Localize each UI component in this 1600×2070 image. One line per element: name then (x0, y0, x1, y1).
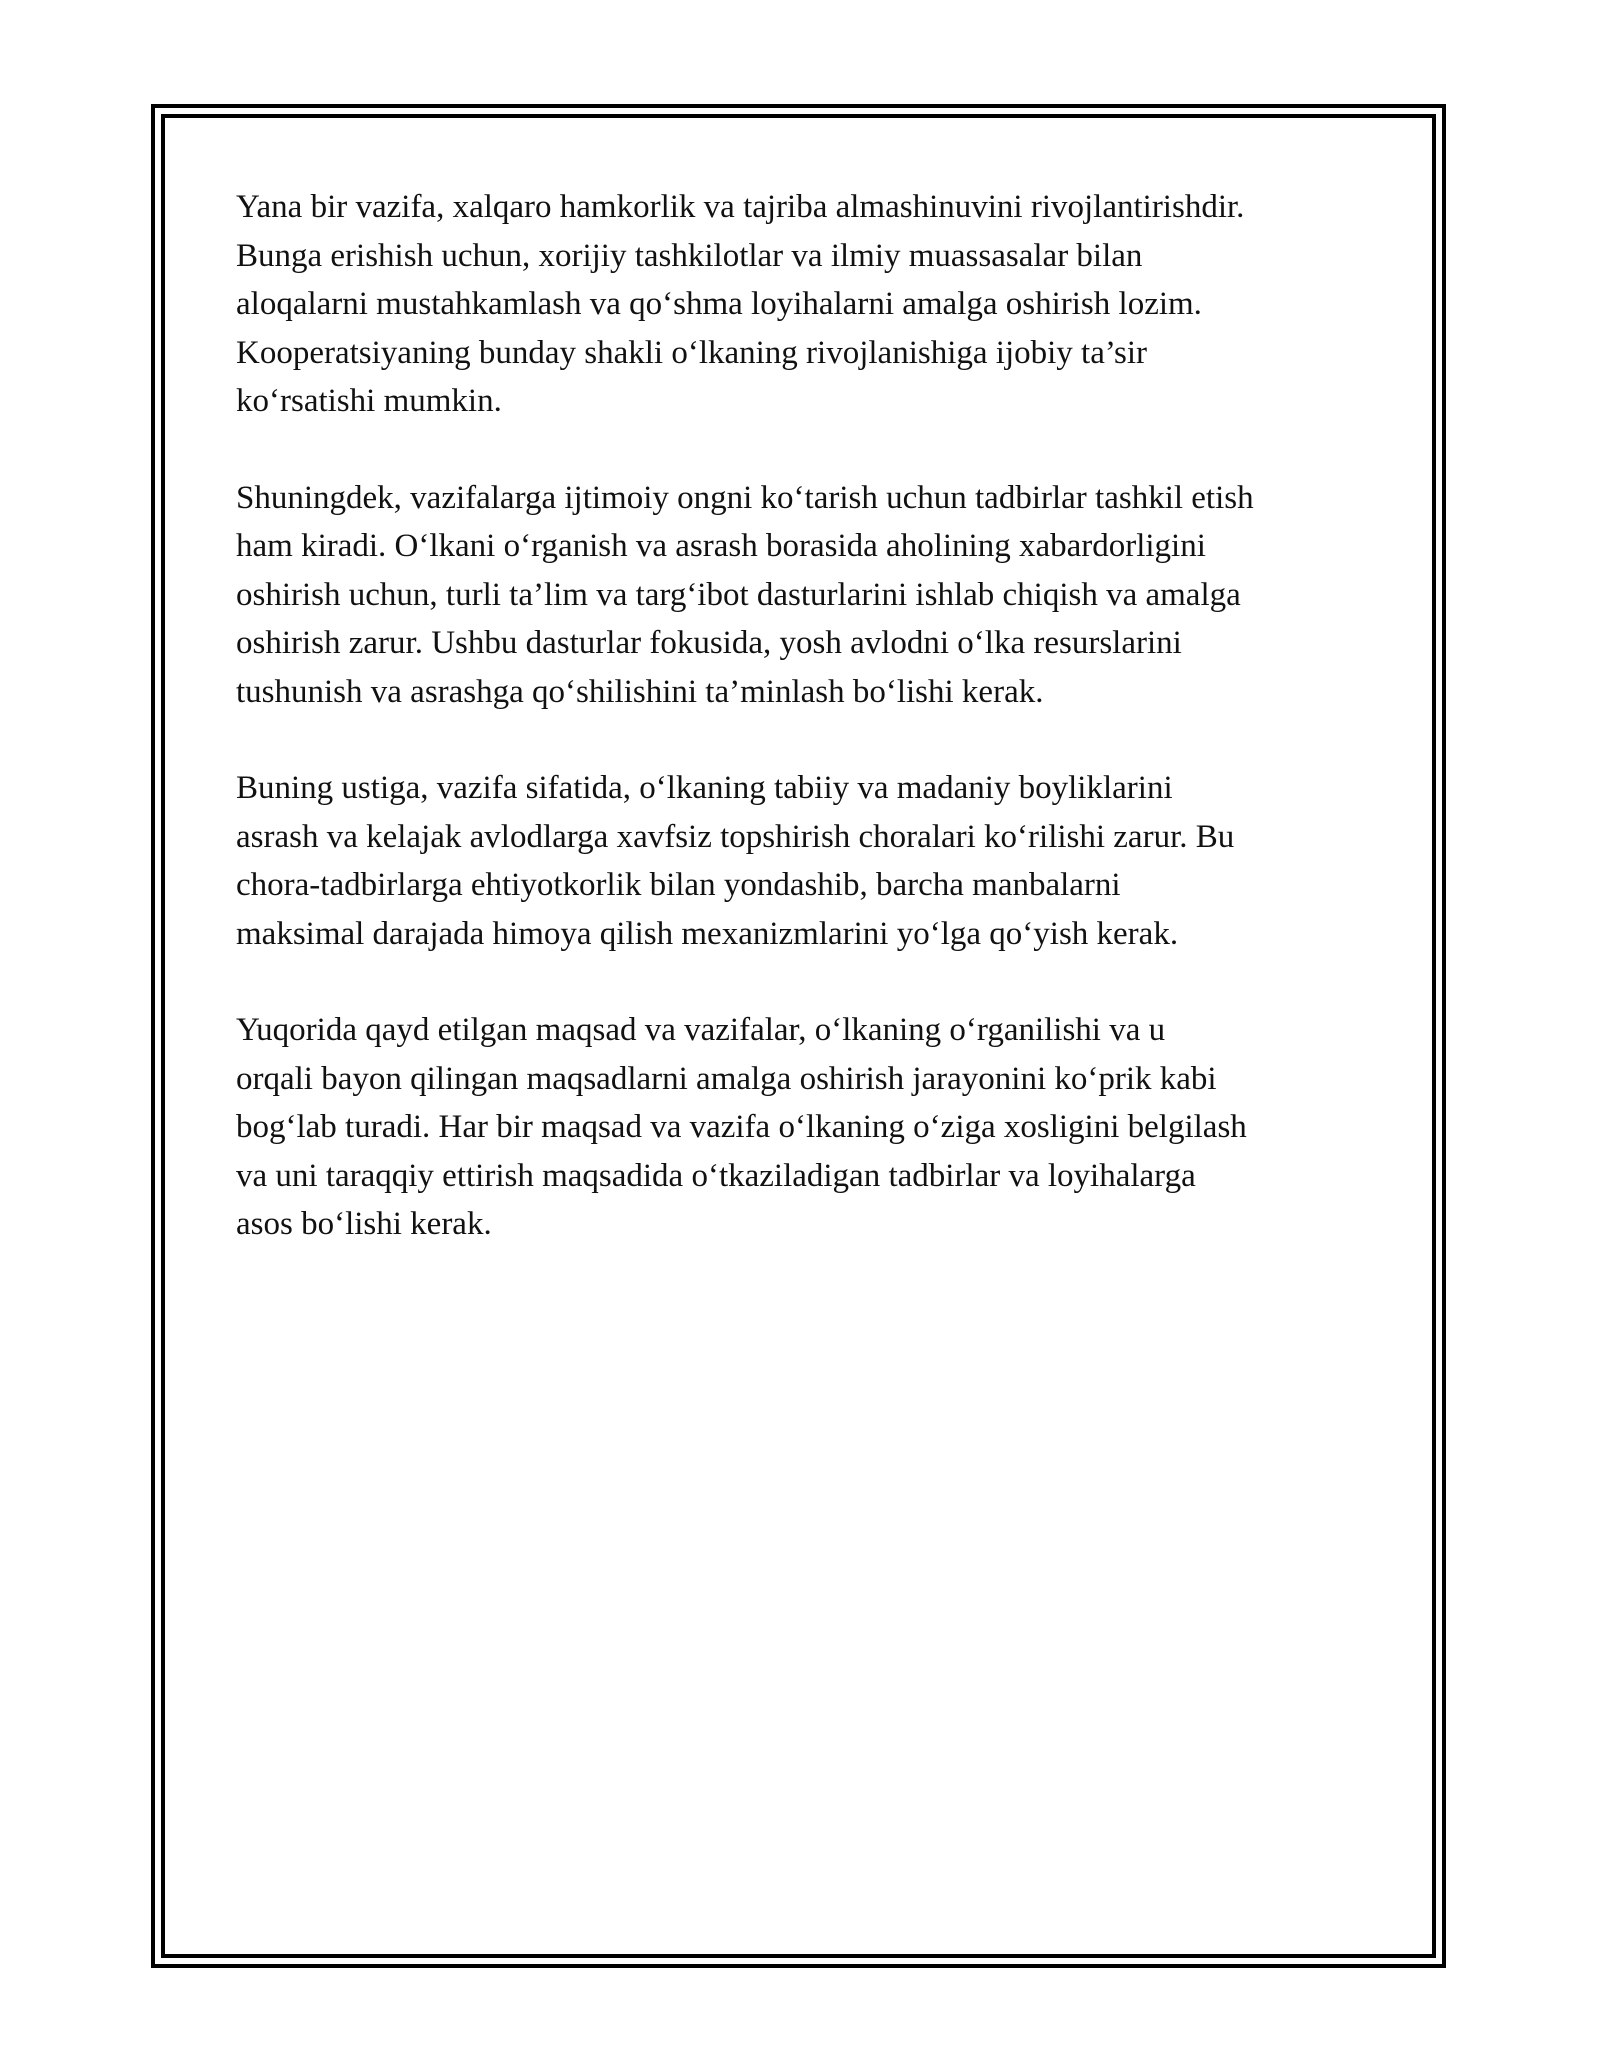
paragraph-4: Yuqorida qayd etilgan maqsad va vazifalar, o‘lkaning o‘rganilishi va u orqali bayon qilingan maqsadlarni amalga oshirish jarayonini ko‘prik kabi bog‘lab turadi. Har bir maqsad va vazifa o‘lkaning o‘ziga xosligini belgilash va uni taraqqiy ettirish maqsadida o‘tkaziladigan tadbirlar va loyihalarga asos bo‘lishi kerak. (236, 1012, 1247, 1242)
paragraph-1: Yana bir vazifa, xalqaro hamkorlik va tajriba almashinuvini rivojlantirishdir. Bunga erishish uchun, xorijiy tashkilotlar va ilmiy muassasalar bilan aloqalarni mustahkamlash va qo‘shma loyihalarni amalga oshirish lozim. Kooperatsiyaning bunday shakli o‘lkaning rivojlanishiga ijobiy ta’sir ko‘rsatishi mumkin. (236, 189, 1245, 419)
paragraph-2: Shuningdek, vazifalarga ijtimoiy ongni ko‘tarish uchun tadbirlar tashkil etish ham kiradi. O‘lkani o‘rganish va asrash borasida aholining xabardorligini oshirish uchun, turli ta’lim va targ‘ibot dasturlarini ishlab chiqish va amalga oshirish zarur. Ushbu dasturlar fokusida, yosh avlodni o‘lka resurslarini tushunish va asrashga qo‘shilishini ta’minlash bo‘lishi kerak. (236, 479, 1254, 710)
document-body (236, 183, 1376, 1297)
paragraph-3: Buning ustiga, vazifa sifatida, o‘lkaning tabiiy va madaniy boyliklarini asrash va kelajak avlodlarga xavfsiz topshirish choralari ko‘rilishi zarur. Bu chora-tadbirlarga ehtiyotkorlik bilan yondashib, barcha manbalarni maksimal darajada himoya qilish mexanizmlarini yo‘lga qo‘yish kerak. (236, 770, 1235, 952)
